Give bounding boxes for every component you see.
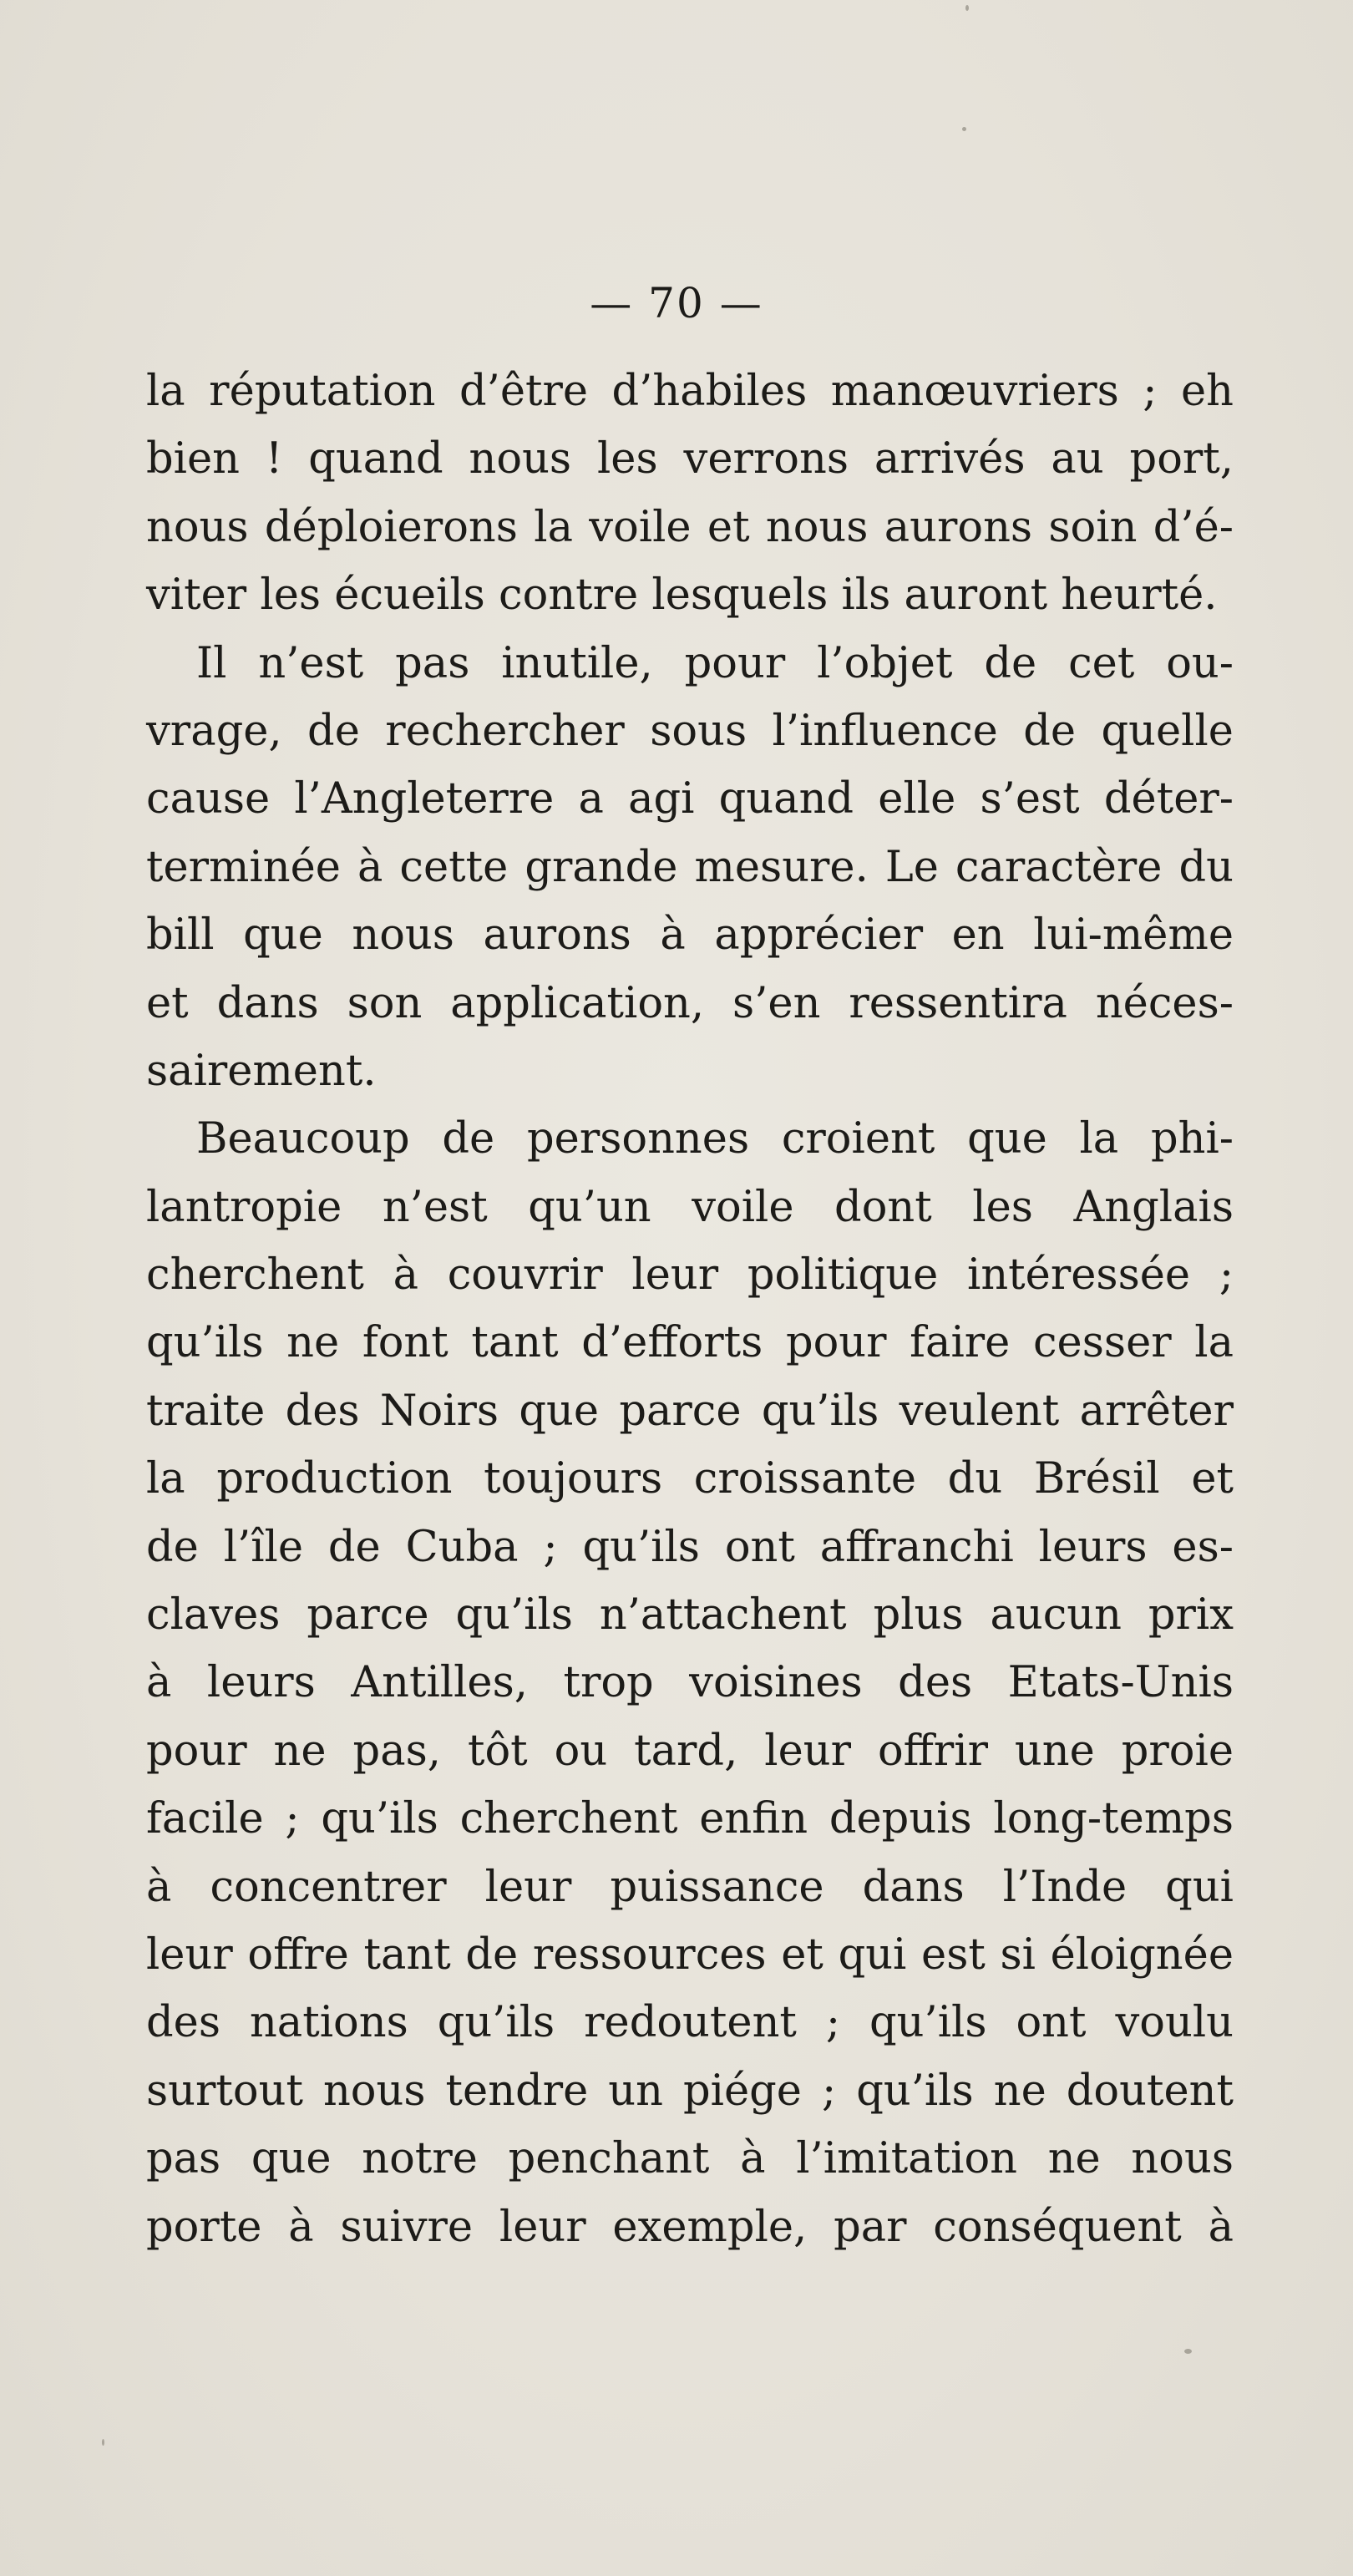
text-line: lantropie n’est qu’un voile dont les Anglais xyxy=(146,1182,1234,1232)
text-line: cause l’Angleterre a agi quand elle s’est déter- xyxy=(146,774,1234,824)
text-line: bill que nous aurons à apprécier en lui-même xyxy=(146,910,1234,961)
text-line: leur offre tant de ressources et qui est si éloignée xyxy=(146,1929,1234,1980)
text-line: porte à suivre leur exemple, par conséquent à xyxy=(146,2202,1234,2252)
text-line: pas que notre penchant à l’imitation ne nous xyxy=(146,2134,1234,2184)
paper-speck xyxy=(962,127,966,131)
paper-speck xyxy=(965,5,969,11)
text-line: claves parce qu’ils n’attachent plus aucun prix xyxy=(146,1590,1234,1640)
text-line: terminée à cette grande mesure. Le caractère du xyxy=(146,842,1234,892)
text-line: pour ne pas, tôt ou tard, leur offrir une proie xyxy=(146,1726,1234,1776)
text-line: cherchent à couvrir leur politique intéressée ; xyxy=(146,1250,1234,1301)
page-number: — 70 — xyxy=(590,279,763,327)
text-line: et dans son application, s’en ressentira néces- xyxy=(146,978,1234,1028)
text-line: vrage, de rechercher sous l’influence de quelle xyxy=(146,706,1234,756)
text-line: à concentrer leur puissance dans l’Inde qui xyxy=(146,1862,1234,1912)
text-line: viter les écueils contre lesquels ils auront heurté. xyxy=(146,570,1218,621)
text-line: la réputation d’être d’habiles manœuvriers ; eh xyxy=(146,367,1234,416)
paper-speck xyxy=(102,2439,104,2446)
text-line: sairement. xyxy=(146,1046,377,1096)
text-line: qu’ils ne font tant d’efforts pour faire cesser la xyxy=(146,1318,1234,1368)
paragraph-first-line: Beaucoup de personnes croient que la phi- xyxy=(196,1114,1234,1164)
text-line: nous déploierons la voile et nous aurons soin d’é- xyxy=(146,502,1234,552)
text-line: de l’île de Cuba ; qu’ils ont affranchi leurs es- xyxy=(146,1522,1234,1572)
paragraph-first-line: Il n’est pas inutile, pour l’objet de cet ou- xyxy=(196,638,1234,688)
text-line: surtout nous tendre un piége ; qu’ils ne doutent xyxy=(146,2066,1234,2116)
text-line: traite des Noirs que parce qu’ils veulent arrêter xyxy=(146,1386,1234,1436)
text-line: la production toujours croissante du Brésil et xyxy=(146,1454,1234,1504)
paper-speck xyxy=(1184,2349,1192,2354)
text-line: bien ! quand nous les verrons arrivés au port, xyxy=(146,434,1234,484)
text-line: à leurs Antilles, trop voisines des Etats-Unis xyxy=(146,1658,1234,1708)
text-line: des nations qu’ils redoutent ; qu’ils ont voulu xyxy=(146,1998,1234,2048)
body-text xyxy=(146,357,1234,2261)
text-line: facile ; qu’ils cherchent enfin depuis long-temps xyxy=(146,1794,1234,1844)
